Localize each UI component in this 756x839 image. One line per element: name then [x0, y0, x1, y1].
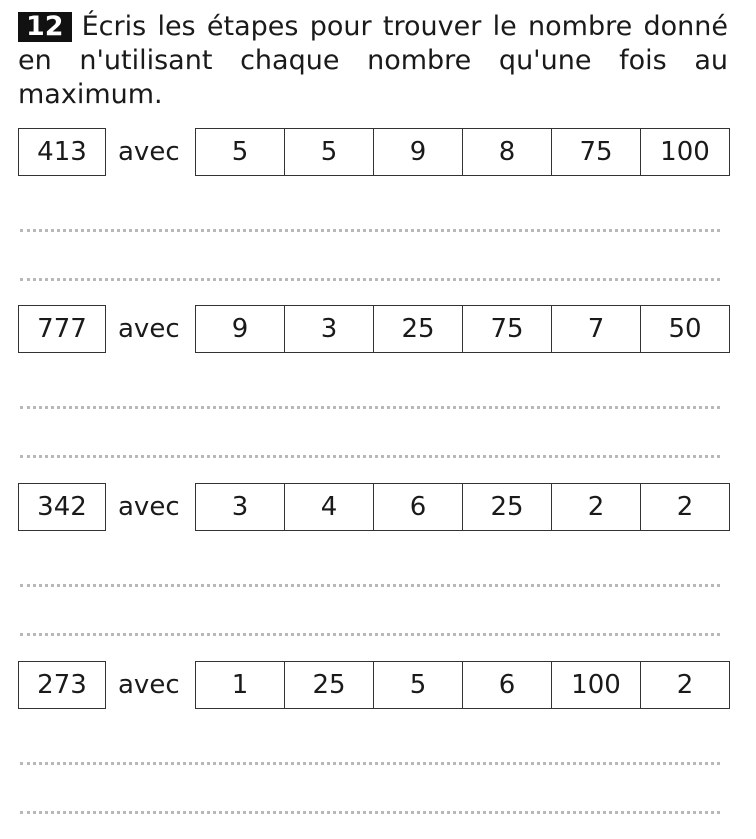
avec-label: avec	[118, 314, 180, 344]
number-set	[195, 128, 730, 176]
number-cell: 5	[285, 129, 374, 175]
answer-line[interactable]	[20, 584, 720, 587]
number-cell: 7	[552, 306, 641, 352]
number-cell: 9	[374, 129, 463, 175]
number-cell: 50	[641, 306, 730, 352]
problem-row	[18, 483, 728, 531]
number-cell: 75	[552, 129, 641, 175]
number-cell: 5	[196, 129, 285, 175]
target-number: 777	[18, 305, 106, 353]
number-cell: 8	[463, 129, 552, 175]
number-cell: 4	[285, 484, 374, 530]
problem-row	[18, 661, 728, 709]
number-set	[195, 305, 730, 353]
number-cell: 3	[285, 306, 374, 352]
number-set	[195, 661, 730, 709]
number-cell: 5	[374, 662, 463, 708]
target-number: 342	[18, 483, 106, 531]
answer-line[interactable]	[20, 633, 720, 636]
answer-line[interactable]	[20, 278, 720, 281]
problem-3	[18, 483, 728, 661]
problem-row	[18, 305, 728, 353]
number-cell: 6	[374, 484, 463, 530]
number-cell: 2	[641, 484, 730, 530]
answer-line[interactable]	[20, 811, 720, 814]
number-cell: 3	[196, 484, 285, 530]
avec-label: avec	[118, 137, 180, 167]
problem-1	[18, 128, 728, 306]
answer-line[interactable]	[20, 762, 720, 765]
number-cell: 2	[641, 662, 730, 708]
number-cell: 9	[196, 306, 285, 352]
instruction-paragraph	[18, 10, 728, 112]
number-cell: 25	[285, 662, 374, 708]
problem-2	[18, 305, 728, 483]
problem-row	[18, 128, 728, 176]
avec-label: avec	[118, 670, 180, 700]
number-cell: 75	[463, 306, 552, 352]
answer-line[interactable]	[20, 455, 720, 458]
avec-label: avec	[118, 492, 180, 522]
exercise-number-badge: 12	[18, 12, 72, 42]
target-number: 273	[18, 661, 106, 709]
exercise-header	[18, 10, 728, 112]
number-cell: 1	[196, 662, 285, 708]
target-number: 413	[18, 128, 106, 176]
number-cell: 100	[641, 129, 730, 175]
number-cell: 25	[374, 306, 463, 352]
problem-4	[18, 661, 728, 839]
answer-line[interactable]	[20, 406, 720, 409]
number-cell: 2	[552, 484, 641, 530]
number-cell: 6	[463, 662, 552, 708]
answer-line[interactable]	[20, 229, 720, 232]
instruction-text: Écris les étapes pour trouver le nombre donné en n'utilisant chaque nombre qu'une fois au maximum.	[18, 11, 728, 110]
number-cell: 100	[552, 662, 641, 708]
number-set	[195, 483, 730, 531]
number-cell: 25	[463, 484, 552, 530]
